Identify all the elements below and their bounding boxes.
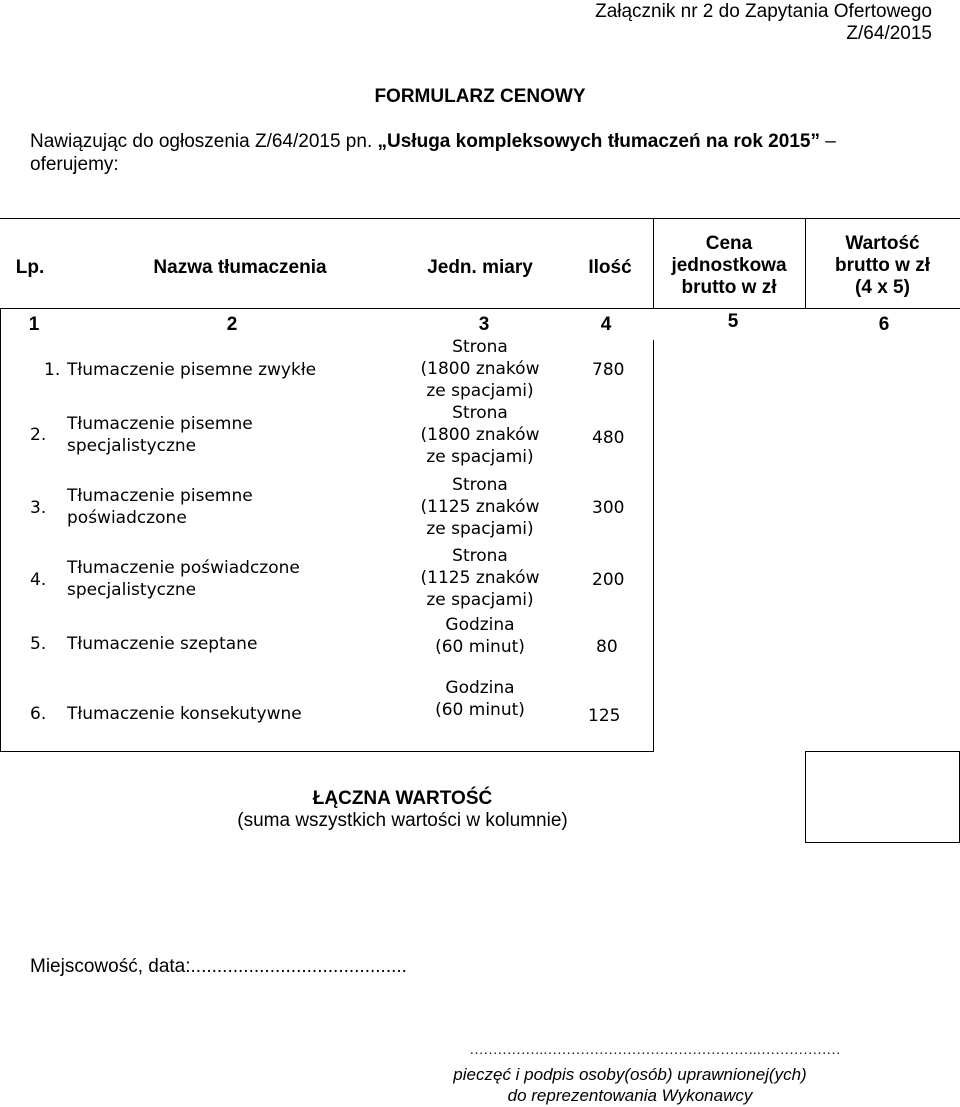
intro-offer: oferujemy: xyxy=(30,154,119,175)
row-5-name: Tłumaczenie szeptane xyxy=(67,634,258,654)
row-3-unit-line-2: (1125 znaków xyxy=(420,497,540,517)
row-6-unit-line-1: Godzina xyxy=(445,678,515,698)
header-qty: Ilość xyxy=(588,257,632,278)
row-1-unit-line-1: Strona xyxy=(452,337,508,357)
row-2-name-line-1: Tłumaczenie pisemne xyxy=(67,414,253,434)
row-2-unit-line-1: Strona xyxy=(452,403,508,423)
total-subtitle: (suma wszystkich wartości w kolumnie) xyxy=(237,810,568,831)
header-price-line-2: jednostkowa xyxy=(671,255,787,276)
col-number-5: 5 xyxy=(727,311,739,332)
header-price xyxy=(653,233,805,299)
place-date-line: Miejscowość, data:......................................... xyxy=(30,956,407,977)
header-value-line-1: Wartość xyxy=(845,233,920,254)
signature-caption xyxy=(420,1064,840,1106)
row-2-qty: 480 xyxy=(592,428,625,448)
row-5-qty: 80 xyxy=(596,637,618,657)
signature-line-2: do reprezentowania Wykonawcy xyxy=(507,1086,753,1105)
col-number-6: 6 xyxy=(878,314,890,335)
annex-line-2: Z/64/2015 xyxy=(846,23,932,44)
row-1-lp: 1. xyxy=(44,360,61,380)
row-2-unit xyxy=(395,402,565,468)
row-5-unit-line-1: Godzina xyxy=(445,615,515,635)
intro-prefix: Nawiązując do ogłoszenia Z/64/2015 pn. xyxy=(30,131,378,152)
row-6-name: Tłumaczenie konsekutywne xyxy=(67,704,302,724)
row-3-name-line-2: poświadczone xyxy=(67,508,187,528)
intro-text xyxy=(30,130,836,176)
header-lp: Lp. xyxy=(15,257,45,278)
annex-line-1: Załącznik nr 2 do Zapytania Ofertowego xyxy=(595,1,932,22)
row-3-unit-line-3: ze spacjami) xyxy=(426,519,534,539)
row-6-qty: 125 xyxy=(588,706,621,726)
row-1-unit-line-2: (1800 znaków xyxy=(420,359,540,379)
row-2-unit-line-3: ze spacjami) xyxy=(426,447,534,467)
signature-line-1: pieczęć i podpis osoby(osób) uprawnionej(ych) xyxy=(453,1065,807,1084)
header-value-line-2: brutto w zł xyxy=(835,255,930,276)
row-4-qty: 200 xyxy=(592,570,625,590)
page-title: FORMULARZ CENOWY xyxy=(374,86,586,107)
col-number-2: 2 xyxy=(226,314,238,335)
header-price-line-1: Cena xyxy=(705,233,753,254)
header-value-line-3: (4 x 5) xyxy=(855,277,910,298)
col-number-1: 1 xyxy=(28,314,40,335)
row-5-lp: 5. xyxy=(30,634,47,654)
row-4-unit xyxy=(395,545,565,611)
total-value-box[interactable] xyxy=(806,752,959,842)
total-label xyxy=(0,788,805,832)
row-3-lp: 3. xyxy=(30,498,47,518)
row-4-lp: 4. xyxy=(30,570,47,590)
row-2-name-line-2: specjalistyczne xyxy=(67,436,197,456)
intro-service-name: „Usługa kompleksowych tłumaczeń na rok 2015” xyxy=(377,131,820,152)
row-1-name: Tłumaczenie pisemne zwykłe xyxy=(67,360,317,380)
header-name: Nazwa tłumaczenia xyxy=(153,257,327,278)
col-number-4: 4 xyxy=(600,314,612,335)
row-4-name-line-1: Tłumaczenie poświadczone xyxy=(67,558,300,578)
row-2-name xyxy=(67,413,253,457)
row-1-unit xyxy=(395,336,565,402)
row-6-unit-line-2: (60 minut) xyxy=(435,700,525,720)
row-5-unit xyxy=(395,614,565,658)
header-unit: Jedn. miary xyxy=(427,257,533,278)
row-3-unit xyxy=(395,474,565,540)
row-2-unit-line-2: (1800 znaków xyxy=(420,425,540,445)
row-3-name-line-1: Tłumaczenie pisemne xyxy=(67,486,253,506)
header-price-line-3: brutto w zł xyxy=(681,277,777,298)
row-1-qty: 780 xyxy=(592,360,625,380)
row-6-unit xyxy=(395,677,565,721)
row-6-lp: 6. xyxy=(30,704,47,724)
row-3-qty: 300 xyxy=(592,498,625,518)
row-4-unit-line-2: (1125 znaków xyxy=(420,568,540,588)
row-5-unit-line-2: (60 minut) xyxy=(435,637,525,657)
row-2-lp: 2. xyxy=(30,425,47,445)
row-4-name-line-2: specjalistyczne xyxy=(67,580,197,600)
row-4-unit-line-1: Strona xyxy=(452,546,508,566)
row-3-name xyxy=(67,485,253,529)
row-1-unit-line-3: ze spacjami) xyxy=(426,381,534,401)
header-value xyxy=(805,233,960,299)
row-4-name xyxy=(67,557,300,601)
col-number-3: 3 xyxy=(478,314,490,335)
signature-dots: …………….……………………………………….……………… xyxy=(469,1043,841,1058)
row-4-unit-line-3: ze spacjami) xyxy=(426,590,534,610)
intro-suffix: – xyxy=(819,131,836,152)
total-title: ŁĄCZNA WARTOŚĆ xyxy=(312,788,493,809)
row-3-unit-line-1: Strona xyxy=(452,475,508,495)
